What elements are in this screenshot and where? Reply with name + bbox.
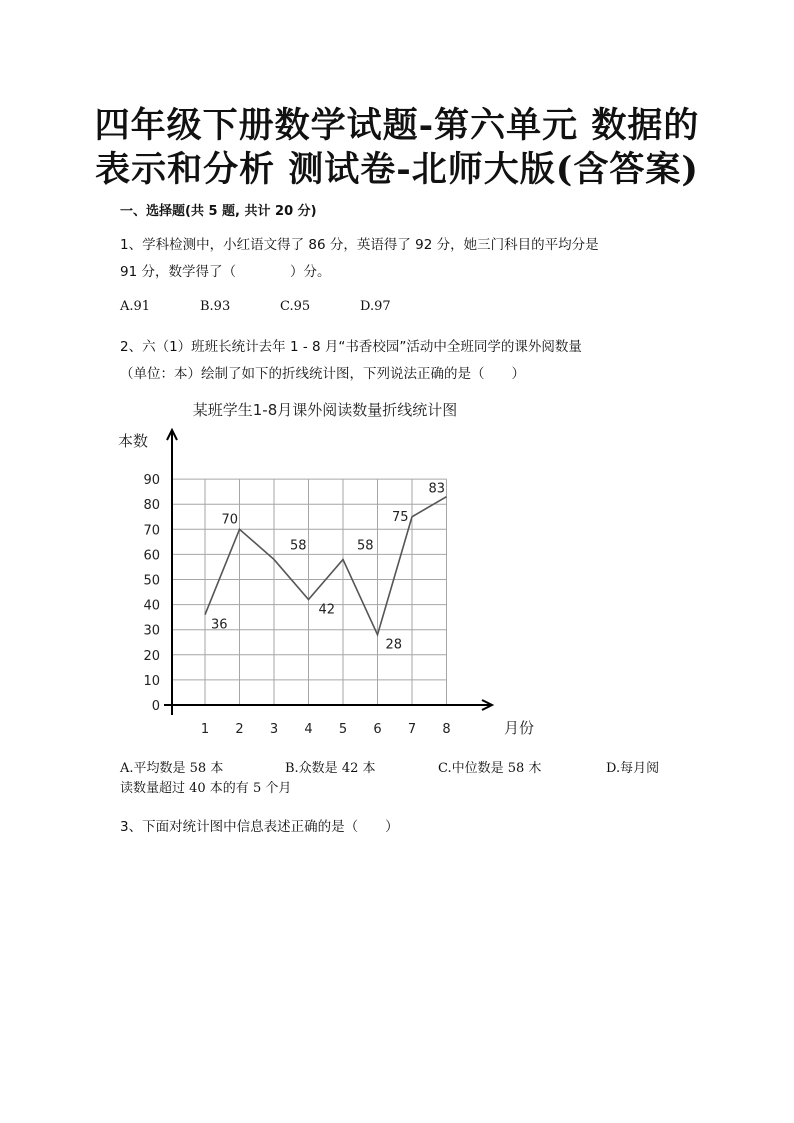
y-tick-label: 80 xyxy=(143,498,160,514)
y-tick-label: 60 xyxy=(143,548,160,564)
data-label: 83 xyxy=(428,481,446,497)
q2-option-a: A.平均数是 58 本 xyxy=(120,761,224,776)
y-tick-label: 40 xyxy=(143,598,160,614)
question-1-line2: 91 分，数学得了（ ）分。 xyxy=(120,264,331,280)
q1-option-b: B.93 xyxy=(200,299,231,314)
chart-axes xyxy=(164,430,492,715)
chart-data-labels xyxy=(211,482,445,653)
x-tick-label: 7 xyxy=(407,722,417,737)
q2-option-c: C.中位数是 58 木 xyxy=(438,761,542,776)
x-tick-label: 2 xyxy=(235,722,244,737)
data-label: 28 xyxy=(385,637,403,653)
y-tick-label: 50 xyxy=(143,573,160,589)
line-chart xyxy=(110,390,570,750)
question-2 xyxy=(120,334,700,388)
q1-option-a: A.91 xyxy=(120,299,151,314)
data-label: 58 xyxy=(290,538,307,554)
question-1-line1: 1、学科检测中，小红语文得了 86 分，英语得了 92 分，她三门科目的平均分是 xyxy=(120,237,599,253)
x-tick-label: 1 xyxy=(200,722,210,737)
q2-option-d: D.每月阅 xyxy=(606,761,660,776)
x-tick-label: 6 xyxy=(373,722,382,737)
question-3-line1: 3、下面对统计图中信息表述正确的是（ ） xyxy=(120,819,399,835)
y-tick-label: 20 xyxy=(143,648,160,664)
q2-option-b: B.众数是 42 本 xyxy=(285,761,376,776)
y-tick-label: 30 xyxy=(143,623,160,639)
data-label: 36 xyxy=(211,617,228,633)
data-label: 42 xyxy=(318,602,336,618)
x-axis-label: 月份 xyxy=(504,719,535,737)
x-tick-label: 8 xyxy=(442,722,451,737)
x-tick-label: 5 xyxy=(338,722,348,737)
y-tick-label: 90 xyxy=(143,473,160,489)
data-label: 75 xyxy=(392,509,409,525)
document-title-line1: 四年级下册数学试题-第六单元 数据的 xyxy=(94,105,700,146)
x-tick-label: 3 xyxy=(269,722,279,737)
question-2-line1: 2、六（1）班班长统计去年 1 - 8 月“书香校园”活动中全班同学的课外阅数量 xyxy=(120,339,582,355)
question-3 xyxy=(120,814,680,841)
data-label: 70 xyxy=(221,512,239,528)
chart-title: 某班学生1-8月课外阅读数量折线统计图 xyxy=(192,401,458,419)
y-tick-label: 0 xyxy=(151,699,160,714)
question-2-line2: （单位：本）绘制了如下的折线统计图，下列说法正确的是（ ） xyxy=(120,366,525,382)
y-axis-label: 本数 xyxy=(118,432,149,450)
data-label: 58 xyxy=(357,538,374,554)
q1-option-d: D.97 xyxy=(360,299,391,314)
y-tick-label: 70 xyxy=(143,523,160,539)
question-1 xyxy=(120,232,680,286)
document-title-line2: 表示和分析 测试卷-北师大版(含答案) xyxy=(95,149,699,190)
q1-option-c: C.95 xyxy=(280,299,311,314)
x-tick-label: 4 xyxy=(304,722,313,737)
section-heading: 一、选择题(共 5 题, 共计 20 分) xyxy=(120,204,317,219)
y-tick-label: 10 xyxy=(143,673,160,689)
q2-option-d-cont: 读数量超过 40 本的有 5 个月 xyxy=(120,781,292,796)
